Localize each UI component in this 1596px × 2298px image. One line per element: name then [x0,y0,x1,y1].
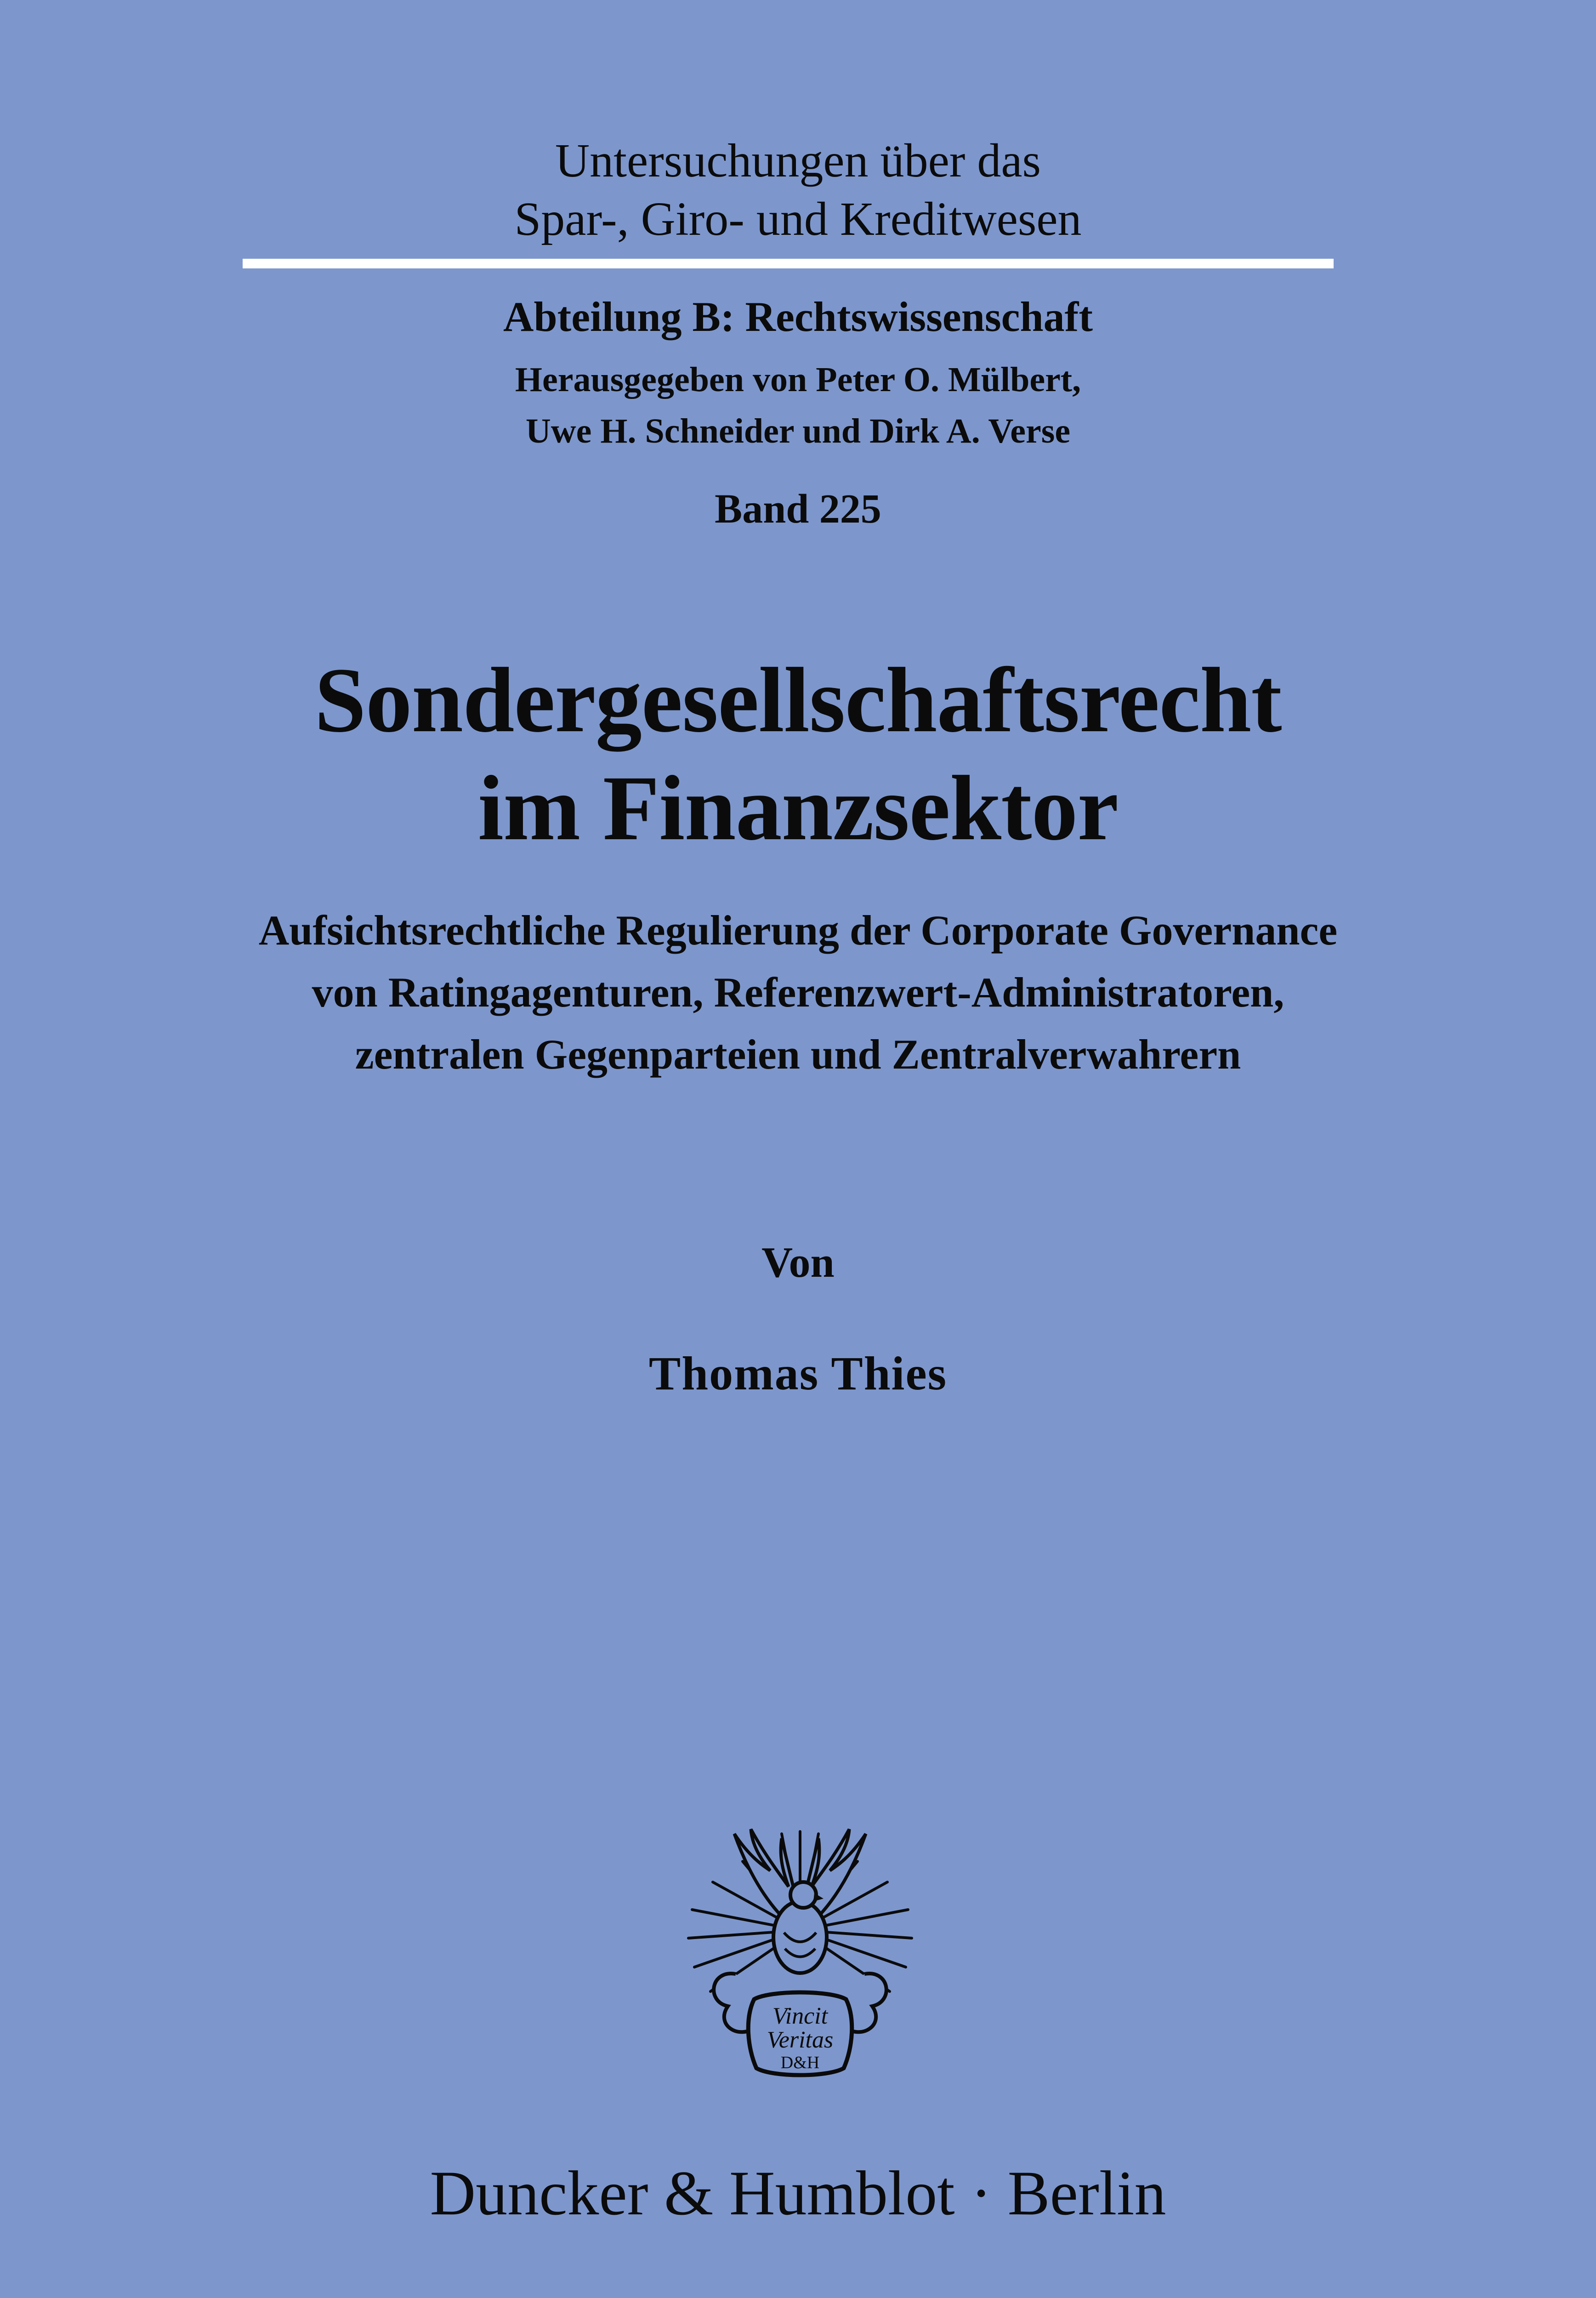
series-title-line-2: Spar-, Giro- und Kreditwesen [514,193,1082,245]
logo-motto-line-1: Vincit [772,2003,828,2029]
logo-initials: D&H [780,2053,820,2072]
series-title-line-1: Untersuchungen über das [555,134,1041,187]
series-divider-rule [243,259,1334,268]
book-title-line-2: im Finanzsektor [477,757,1119,859]
book-subtitle-line-2: von Ratingagenturen, Referenzwert-Administratoren, [312,969,1284,1016]
eagle-head [790,1882,816,1908]
eagle-sunburst-logo-icon [683,1818,917,2087]
book-subtitle-line-1: Aufsichtsrechtliche Regulierung der Corporate Governance [258,907,1338,954]
editors-line-1: Herausgegeben von Peter O. Mülbert, [515,360,1081,399]
book-title-line-1: Sondergesellschaftsrecht [314,648,1282,751]
editors-line-2: Uwe H. Schneider und Dirk A. Verse [525,412,1071,450]
book-subtitle-line-3: zentralen Gegenparteien und Zentralverwahrern [355,1031,1241,1078]
publisher-imprint: Duncker & Humblot · Berlin [430,2158,1166,2228]
logo-motto-line-2: Veritas [767,2027,834,2053]
eagle-body [773,1901,827,1973]
author-name: Thomas Thies [648,1347,948,1400]
department-label: Abteilung B: Rechtswissenschaft [503,293,1093,340]
volume-number: Band 225 [715,486,881,532]
by-label: Von [761,1239,835,1286]
